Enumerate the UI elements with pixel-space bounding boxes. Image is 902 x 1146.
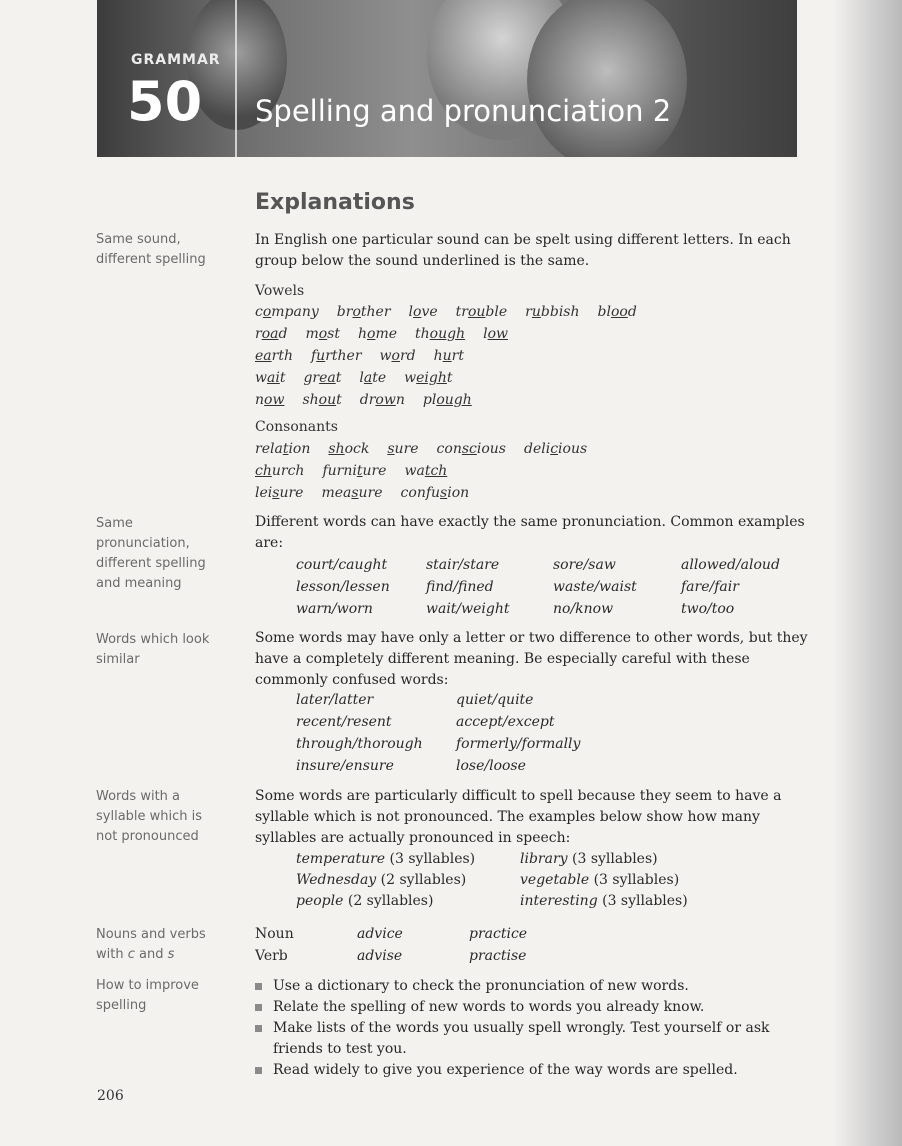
word-form: practise xyxy=(469,948,527,964)
example-word: plough xyxy=(422,392,472,408)
example-word: trouble xyxy=(455,304,508,320)
word-pair: formerly/formally xyxy=(456,736,581,752)
word-pair: waste/waist xyxy=(553,579,637,595)
example-word: earth xyxy=(255,348,293,364)
example-line xyxy=(255,326,526,342)
unit-number: 50 xyxy=(127,70,203,133)
example-word: church xyxy=(255,463,305,479)
page-edge-shadow xyxy=(832,0,902,1146)
same-pronunciation-intro: Different words can have exactly the same pronunciation. Common examples are: xyxy=(255,514,805,551)
example-word: sure xyxy=(387,441,419,457)
word-column xyxy=(681,554,780,620)
example-word: brother xyxy=(336,304,391,320)
word-column xyxy=(456,689,580,777)
word-pair: find/fined xyxy=(426,579,494,595)
tip-bullet: Use a dictionary to check the pronunciation of new words. xyxy=(255,976,815,997)
side-label-same-pronunciation: Same pronunciation, different spelling and meaning xyxy=(96,516,206,591)
side-label-not-pronounced: Words with a syllable which is not pronounced xyxy=(96,789,203,844)
word-pair: court/caught xyxy=(296,557,388,573)
side-label-nouns-verbs: Nouns and verbs with c and s xyxy=(96,927,206,962)
tip-bullet: Relate the spelling of new words to words you already know. xyxy=(255,997,815,1018)
tip-bullet: Read widely to give you experience of the way words are spelled. xyxy=(255,1060,815,1081)
side-label-same-sound: Same sound, different spelling xyxy=(96,232,206,267)
example-word: now xyxy=(255,392,285,408)
example-word: relation xyxy=(255,441,311,457)
word-class-label: Verb xyxy=(255,948,288,964)
page-heading: Explanations xyxy=(255,190,415,215)
example-line xyxy=(255,348,482,364)
example-line xyxy=(255,370,471,386)
word-column xyxy=(296,689,423,777)
word-pair: lose/loose xyxy=(456,758,526,774)
word-pair: warn/worn xyxy=(296,601,373,617)
example-word: road xyxy=(255,326,288,342)
example-word: wait xyxy=(255,370,286,386)
syllable-example: vegetable (3 syllables) xyxy=(520,872,680,888)
banner-divider xyxy=(235,0,237,157)
word-column xyxy=(426,554,510,620)
example-word: further xyxy=(310,348,362,364)
same-sound-intro: In English one particular sound can be spelt using different letters. In each group below the sound underlined is the same. xyxy=(255,232,791,269)
syllable-example: interesting (3 syllables) xyxy=(520,893,688,909)
word-pair: stair/stare xyxy=(426,557,500,573)
word-pair: two/too xyxy=(681,601,735,617)
syllable-example: temperature (3 syllables) xyxy=(296,851,476,867)
example-line xyxy=(255,485,487,501)
not-pronounced-intro: Some words are particularly difficult to spell because they seem to have a syllable which is not pronounced. The examples below show how many syllables are actually pronounced in speech: xyxy=(255,788,782,846)
example-word: furniture xyxy=(322,463,387,479)
example-line xyxy=(255,463,465,479)
word-form: practice xyxy=(469,926,528,942)
example-word: rubbish xyxy=(525,304,580,320)
example-line xyxy=(255,441,605,457)
syllable-example: library (3 syllables) xyxy=(520,851,658,867)
example-word: shout xyxy=(302,392,342,408)
example-word: conscious xyxy=(436,441,506,457)
example-word: blood xyxy=(597,304,637,320)
word-pair: sore/saw xyxy=(553,557,616,573)
look-similar-intro: Some words may have only a letter or two difference to other words, but they have a completely different meaning. Be especially careful with these commonly confused words: xyxy=(255,630,808,688)
example-word: most xyxy=(305,326,340,342)
word-pair: accept/except xyxy=(456,714,555,730)
example-word: word xyxy=(379,348,416,364)
consonants-label: Consonants xyxy=(255,419,338,435)
example-word: great xyxy=(303,370,342,386)
example-word: hurt xyxy=(433,348,464,364)
word-pair: allowed/aloud xyxy=(681,557,780,573)
word-pair: wait/weight xyxy=(426,601,510,617)
word-form: advice xyxy=(357,926,403,942)
word-pair: fare/fair xyxy=(681,579,739,595)
example-word: company xyxy=(255,304,319,320)
vowels-label: Vowels xyxy=(255,283,305,299)
word-column xyxy=(553,554,637,620)
chapter-banner xyxy=(97,0,797,157)
side-label-improve-spelling: How to improve spelling xyxy=(96,978,199,1013)
example-word: measure xyxy=(321,485,383,501)
grammar-label: GRAMMAR xyxy=(131,52,221,68)
word-pair: recent/resent xyxy=(296,714,392,730)
word-pair: through/thorough xyxy=(296,736,423,752)
word-column xyxy=(296,554,390,620)
example-word: shock xyxy=(328,441,370,457)
word-pair: later/latter xyxy=(296,692,374,708)
word-class-label: Noun xyxy=(255,926,294,942)
word-form: advise xyxy=(357,948,403,964)
example-word: low xyxy=(483,326,509,342)
side-label-look-similar: Words which look similar xyxy=(96,632,210,667)
page-number: 206 xyxy=(97,1088,124,1104)
chapter-title: Spelling and pronunciation 2 xyxy=(255,94,672,128)
word-pair: lesson/lessen xyxy=(296,579,390,595)
example-line xyxy=(255,304,655,320)
example-word: home xyxy=(357,326,398,342)
example-word: late xyxy=(359,370,387,386)
example-word: though xyxy=(415,326,466,342)
syllable-example: people (2 syllables) xyxy=(296,893,434,909)
example-word: drown xyxy=(359,392,405,408)
example-word: watch xyxy=(404,463,448,479)
word-pair: quiet/quite xyxy=(456,692,534,708)
example-word: delicious xyxy=(523,441,588,457)
tip-bullet: Make lists of the words you usually spell wrongly. Test yourself or ask friends to test you. xyxy=(255,1018,815,1060)
word-pair: no/know xyxy=(553,601,614,617)
photo-person-right xyxy=(527,0,687,157)
word-pair: insure/ensure xyxy=(296,758,394,774)
example-word: weight xyxy=(404,370,453,386)
example-word: confusion xyxy=(400,485,470,501)
example-word: leisure xyxy=(255,485,304,501)
example-line xyxy=(255,392,490,408)
syllable-example: Wednesday (2 syllables) xyxy=(296,872,467,888)
example-word: love xyxy=(408,304,438,320)
